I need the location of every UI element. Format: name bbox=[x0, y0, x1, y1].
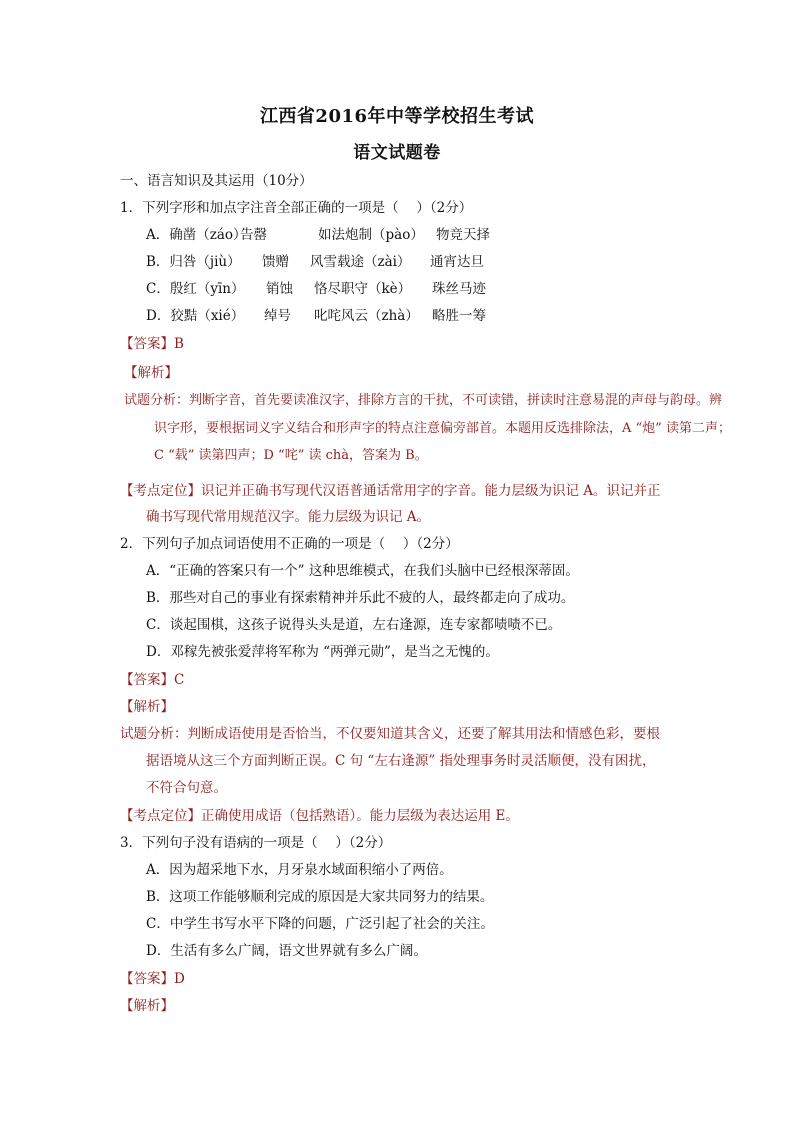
q2-option-d: D．邓稼先被张爱萍将军称为 “两弹元勋”，是当之无愧的。 bbox=[146, 644, 499, 660]
q2-option-a: A．“正确的答案只有一个” 这种思维模式，在我们头脑中已经根深蒂固。 bbox=[146, 563, 579, 579]
q2-analysis-label: 【解析】 bbox=[120, 699, 174, 715]
q3-option-b: B．这项工作能够顺利完成的原因是大家共同努力的结果。 bbox=[146, 889, 494, 905]
q3-option-d: D．生活有多么广阔，语文世界就有多么广阔。 bbox=[146, 943, 427, 959]
q1-kaodian-line-1: 【考点定位】识记并正确书写现代汉语普通话常用字的字音。能力层级为识记 A。识记并正 bbox=[120, 483, 661, 499]
q1-kaodian-line-2: 确书写现代常用规范汉字。能力层级为识记 A。 bbox=[146, 509, 431, 525]
exam-page: 江西省2016年中等学校招生考试 语文试题卷 一、语言知识及其运用（10分） 1．下列字形和加点字注音全部正确的一项是（ ）（2分） A．确凿（záo） 告罄 如法炮制（pào） 物竞天择 B．归咎（jiù） 馈赠 风雪载途（zài） 通宵达旦 C．殷红（yīn） 销蚀 恪尽职守（kè） 珠丝马迹 D．狡黠（xié） 绰号 叱咤风云（zhà） 略胜一筹 【答案】B 【解析】 试题分析：判断字音，首先要读准汉字，排除方言的干扰，不可读错，拼读时注意易混的声母与韵母。辨 识字形，要根据词义字义结合和形声字的特点注意偏旁部首。本题用反选排除法，A “炮” 读第二声； C “载” 读第四声；D “咤” 读 chà，答案为 B。 【考点定位】识记并正确书写现代汉语普通话常用字的字音。能力层级为识记 A。识记并正 确书写现代常用规范汉字。能力层级为识记 A。 2．下列句子加点词语使用不正确的一项是（ ）（2分） A．“正确的答案只有一个” 这种思维模式，在我们头脑中已经根深蒂固。 B．那些对自己的事业有探索精神并乐此不疲的人，最终都走向了成功。 C．谈起围棋，这孩子说得头头是道，左右逢源，连专家都啧啧不已。 D．邓稼先被张爱萍将军称为 “两弹元勋”，是当之无愧的。 【答案】C 【解析】 试题分析：判断成语使用是否恰当，不仅要知道其含义，还要了解其用法和情感色彩，要根 据语境从这三个方面判断正误。C 句 “左右逢源” 指处理事务时灵活顺便，没有困扰， 不符合句意。 【考点定位】正确使用成语（包括熟语）。能力层级为表达运用 E。 3．下列句子没有语病的一项是（ ）（2分） A．因为超采地下水，月牙泉水域面积缩小了两倍。 B．这项工作能够顺利完成的原因是大家共同努力的结果。 C．中学生书写水平下降的问题，广泛引起了社会的关注。 D．生活有多么广阔，语文世界就有多么广阔。 【答案】D 【解析】 bbox=[0, 0, 794, 1123]
q1-analysis-line-3: C “载” 读第四声；D “咤” 读 chà，答案为 B。 bbox=[154, 448, 428, 463]
q3-option-c: C．中学生书写水平下降的问题，广泛引起了社会的关注。 bbox=[146, 916, 494, 932]
question-2-stem: 2．下列句子加点词语使用不正确的一项是（ ）（2分） bbox=[120, 536, 459, 552]
q2-analysis-line-3: 不符合句意。 bbox=[146, 780, 227, 796]
q2-analysis-line-1: 试题分析：判断成语使用是否恰当，不仅要知道其含义，还要了解其用法和情感色彩，要根 bbox=[120, 726, 660, 742]
q3-option-a: A．因为超采地下水，月牙泉水域面积缩小了两倍。 bbox=[146, 862, 453, 878]
q2-analysis-line-2: 据语境从这三个方面判断正误。C 句 “左右逢源” 指处理事务时灵活顺便，没有困扰， bbox=[146, 753, 656, 769]
question-3-stem: 3．下列句子没有语病的一项是（ ）（2分） bbox=[120, 835, 392, 851]
q2-kaodian: 【考点定位】正确使用成语（包括熟语）。能力层级为表达运用 E。 bbox=[120, 808, 519, 824]
q1-analysis-label: 【解析】 bbox=[124, 365, 178, 381]
section-heading: 一、语言知识及其运用（10分） bbox=[120, 173, 313, 189]
page-title: 江西省2016年中等学校招生考试 bbox=[259, 106, 535, 127]
question-1-stem: 1．下列字形和加点字注音全部正确的一项是（ ）（2分） bbox=[120, 200, 473, 216]
q1-analysis-line-2: 识字形，要根据词义字义结合和形声字的特点注意偏旁部首。本题用反选排除法，A “炮” 读第二声； bbox=[154, 421, 731, 436]
q2-answer: 【答案】C bbox=[120, 672, 185, 688]
q2-option-c: C．谈起围棋，这孩子说得头头是道，左右逢源，连专家都啧啧不已。 bbox=[146, 617, 562, 633]
q2-option-b: B．那些对自己的事业有探索精神并乐此不疲的人，最终都走向了成功。 bbox=[146, 590, 575, 606]
q3-analysis-label: 【解析】 bbox=[120, 998, 174, 1014]
q3-answer: 【答案】D bbox=[120, 971, 185, 987]
q1-answer: 【答案】B bbox=[120, 336, 184, 352]
q1-analysis-line-1: 试题分析：判断字音，首先要读准汉字，排除方言的干扰，不可读错，拼读时注意易混的声母与韵母。辨 bbox=[124, 393, 723, 408]
page-subtitle: 语文试题卷 bbox=[353, 143, 441, 163]
